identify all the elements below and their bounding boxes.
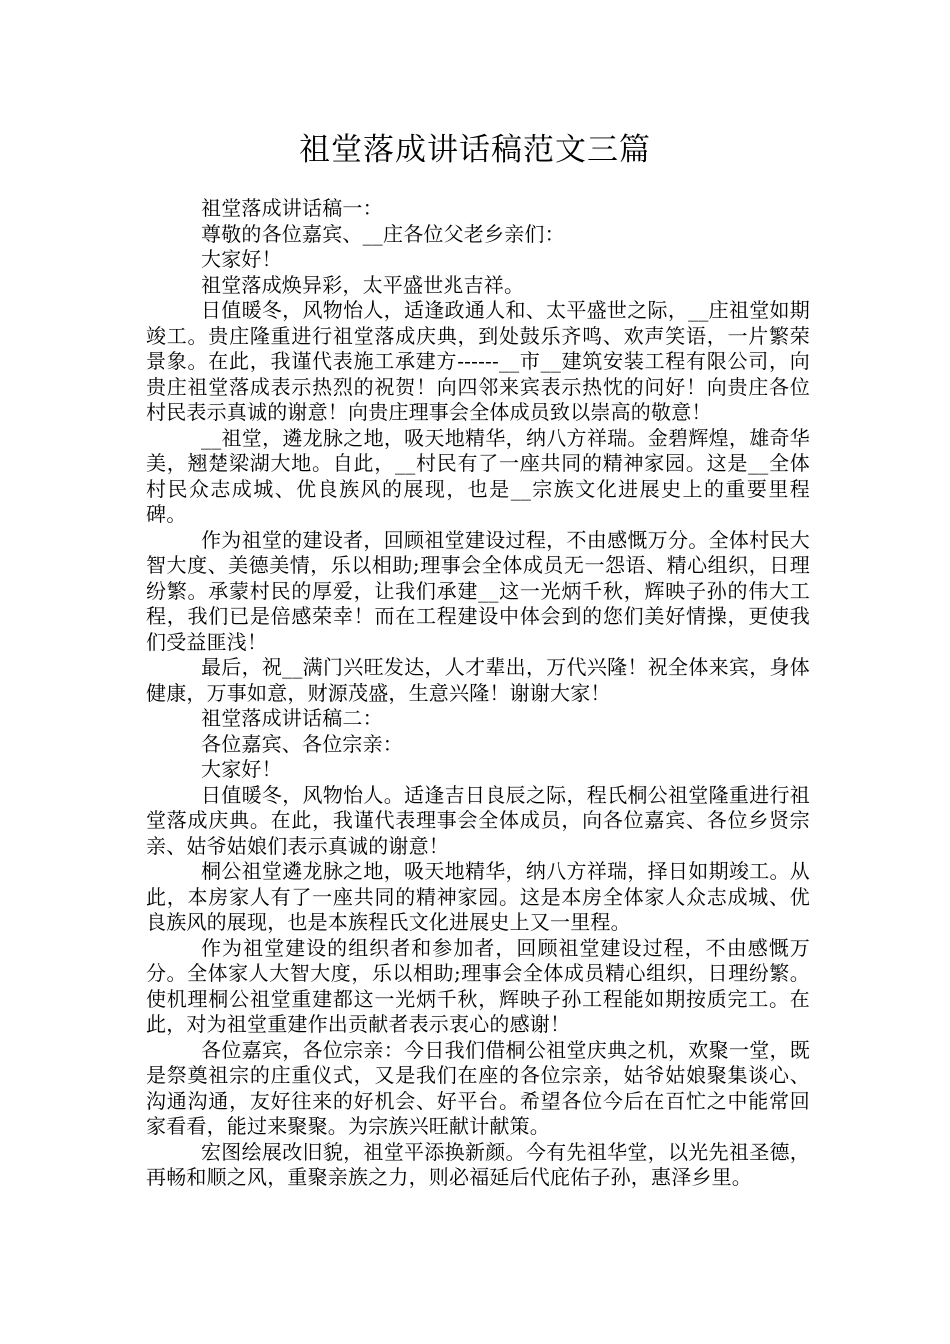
paragraph: 祖堂落成讲话稿二： — [201, 706, 383, 730]
paragraph: 日值暖冬，风物怡人，适逢政通人和、太平盛世之际，__庄祖堂如期竣工。贵庄隆重进行祖堂落成庆典，到处鼓乐齐鸣、欢声笑语，一片繁荣景象。在此，我谨代表施工承建方------__市__建筑安装工程有限公司，向贵庄祖堂落成表示热烈的祝贺！向四邻来宾表示热忱的问好！向贵庄各位村民表示真诚的谢意！向贵庄理事会全体成员致以崇高的敬意！ — [146, 298, 810, 424]
paragraph: 大家好！ — [201, 757, 282, 781]
paragraph: 各位嘉宾，各位宗亲：今日我们借桐公祖堂庆典之机，欢聚一堂，既是祭奠祖宗的庄重仪式，又是我们在座的各位宗亲，姑爷姑娘聚集谈心、沟通沟通，友好往来的好机会、好平台。希望各位今后在百忙之中能常回家看看，能过来聚聚。为宗族兴旺献计献策。 — [146, 1037, 810, 1138]
document-body — [146, 196, 810, 1191]
paragraph: 作为祖堂的建设者，回顾祖堂建设过程，不由感慨万分。全体村民大智大度、美德美情，乐以相助;理事会全体成员无一怨语、精心组织，日理纷繁。承蒙村民的厚爱，让我们承建__这一光炳千秋，辉映子孙的伟大工程，我们已是倍感荣幸！而在工程建设中体会到的您们美好情操，更使我们受益匪浅！ — [146, 527, 810, 654]
paragraph: 各位嘉宾、各位宗亲： — [201, 731, 403, 756]
paragraph: 尊敬的各位嘉宾、__庄各位父老乡亲们： — [201, 221, 565, 246]
paragraph: __祖堂，遴龙脉之地，吸天地精华，纳八方祥瑞。金碧辉煌，雄奇华美，翘楚梁湖大地。自此，__村民有了一座共同的精神家园。这是__全体村民众志成城、优良族风的展现，也是__宗族文化进展史上的重要里程碑。 — [146, 425, 810, 526]
paragraph: 祖堂落成焕异彩，太平盛世兆吉祥。 — [201, 272, 525, 297]
paragraph: 宏图绘展改旧貌，祖堂平添换新颜。今有先祖华堂，以光先祖圣德，再畅和顺之风，重聚亲族之力，则必福延后代庇佑子孙，惠泽乡里。 — [146, 1139, 810, 1189]
paragraph: 祖堂落成讲话稿一： — [201, 196, 383, 220]
paragraph: 最后，祝__满门兴旺发达，人才辈出，万代兴隆！祝全体来宾，身体健康，万事如意，财源茂盛，生意兴隆！谢谢大家！ — [146, 655, 810, 705]
paragraph: 桐公祖堂遴龙脉之地，吸天地精华，纳八方祥瑞，择日如期竣工。从此，本房家人有了一座共同的精神家园。这是本房全体家人众志成城、优良族风的展现，也是本族程氏文化进展史上又一里程。 — [146, 859, 810, 934]
paragraph: 大家好！ — [201, 247, 282, 271]
document-title: 祖堂落成讲话稿范文三篇 — [299, 132, 651, 168]
paragraph: 作为祖堂建设的组织者和参加者，回顾祖堂建设过程，不由感慨万分。全体家人大智大度，乐以相助;理事会全体成员精心组织，日理纷繁。使机理桐公祖堂重建都这一光炳千秋，辉映子孙工程能如期按质完工。在此，对为祖堂重建作出贡献者表示衷心的感谢！ — [146, 935, 810, 1036]
paragraph: 日值暖冬，风物怡人。适逢吉日良辰之际，程氏桐公祖堂隆重进行祖堂落成庆典。在此，我谨代表理事会全体成员，向各位嘉宾、各位乡贤宗亲、姑爷姑娘们表示真诚的谢意！ — [146, 782, 810, 858]
